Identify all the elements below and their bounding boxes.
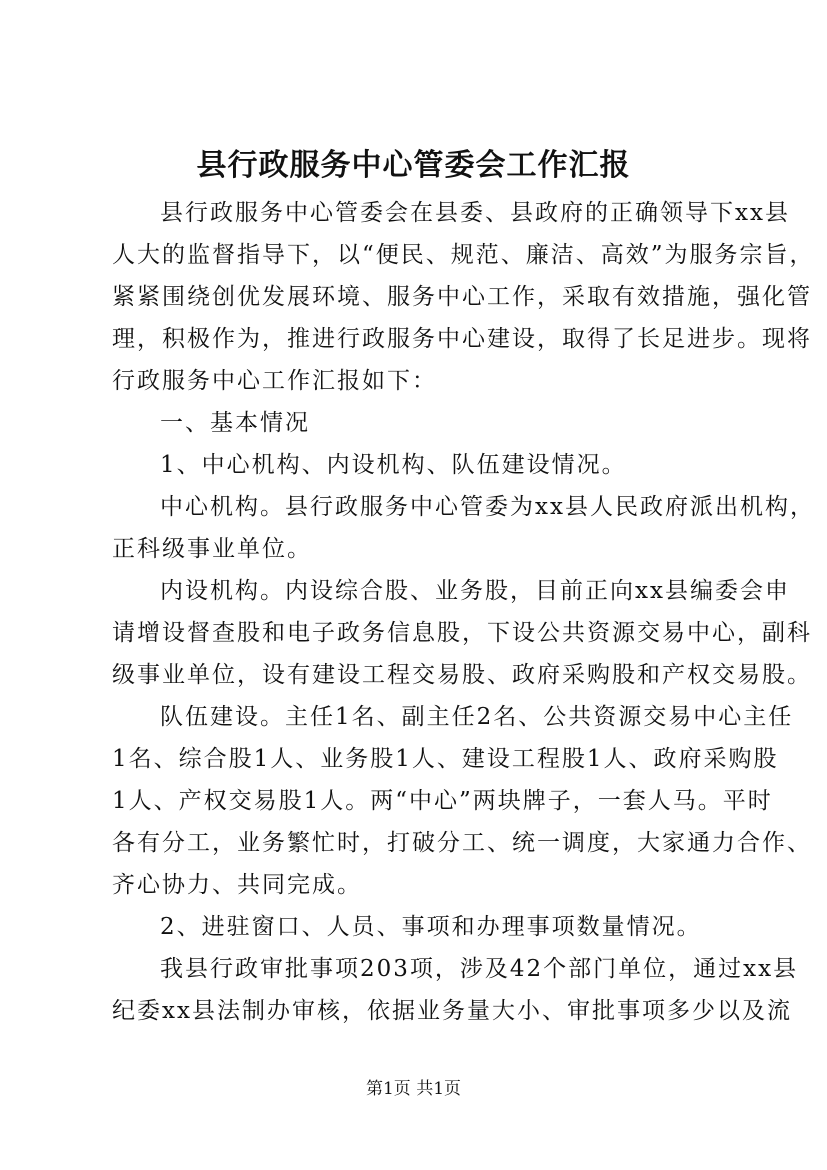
paragraph-line: 正科级事业单位。 (112, 536, 312, 562)
document-title: 县行政服务中心管委会工作汇报 (196, 148, 631, 183)
paragraph-line: 各有分工，业务繁忙时，打破分工、统一调度，大家通力合作、 (112, 830, 812, 856)
paragraph-line: 紧紧围绕创优发展环境、服务中心工作，采取有效措施，强化管 (112, 284, 812, 310)
paragraph-line: 纪委xx县法制办审核，依据业务量大小、审批事项多少以及流 (112, 998, 792, 1024)
paragraph-line: 理，积极作为，推进行政服务中心建设，取得了长足进步。现将 (112, 326, 812, 352)
section-heading: 一、基本情况 (160, 410, 310, 436)
paragraph-line: 请增设督查股和电子政务信息股，下设公共资源交易中心，副科 (112, 620, 812, 646)
paragraph-line: 我县行政审批事项203项，涉及42个部门单位，通过xx县 (160, 956, 799, 982)
paragraph-line: 县行政服务中心管委会在县委、县政府的正确领导下xx县 (160, 200, 790, 226)
paragraph-line: 级事业单位，设有建设工程交易股、政府采购股和产权交易股。 (112, 662, 812, 688)
page-number: 第1页 共1页 (365, 1079, 462, 1099)
paragraph-line: 行政服务中心工作汇报如下： (112, 368, 437, 394)
paragraph-line: 内设机构。内设综合股、业务股，目前正向xx县编委会申 (160, 578, 790, 604)
paragraph-line: 1人、产权交易股1人。两“中心”两块牌子，一套人马。平时 (112, 788, 773, 814)
paragraph-line: 中心机构。县行政服务中心管委为xx县人民政府派出机构， (160, 494, 815, 520)
subsection-heading: 1、中心机构、内设机构、队伍建设情况。 (160, 452, 627, 478)
paragraph-line: 队伍建设。主任1名、副主任2名、公共资源交易中心主任 (160, 704, 794, 730)
paragraph-line: 1名、综合股1人、业务股1人、建设工程股1人、政府采购股 (112, 746, 779, 772)
subsection-heading: 2、进驻窗口、人员、事项和办理事项数量情况。 (160, 914, 702, 940)
paragraph-line: 齐心协力、共同完成。 (112, 872, 362, 898)
paragraph-line: 人大的监督指导下，以“便民、规范、廉洁、高效”为服务宗旨， (112, 242, 815, 268)
